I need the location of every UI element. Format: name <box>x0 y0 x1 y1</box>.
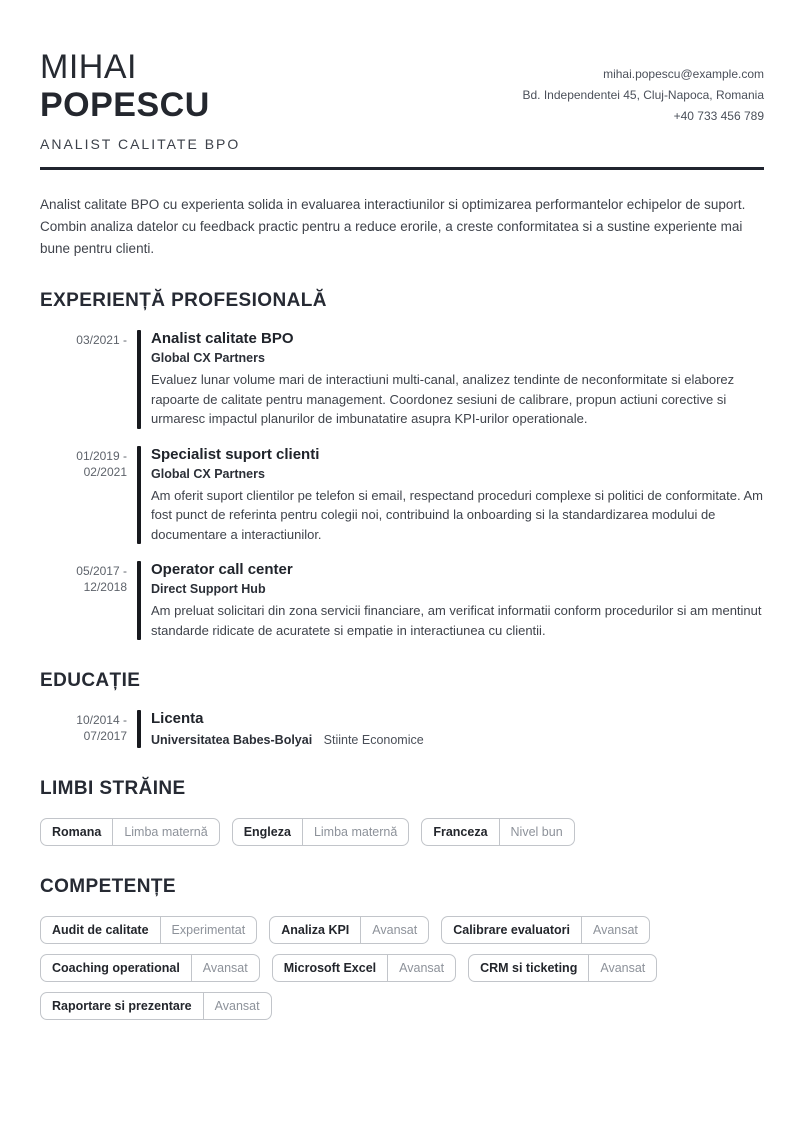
date-end: 02/2021 <box>83 464 127 479</box>
language-level: Limba maternă <box>124 825 208 840</box>
skill-pill <box>468 954 657 982</box>
skill-pill <box>441 916 650 944</box>
job-title: ANALIST CALITATE BPO <box>40 136 241 153</box>
experience-entry <box>40 561 764 640</box>
header <box>40 48 764 152</box>
skill-name: Microsoft Excel <box>273 955 388 981</box>
entry-company: Global CX Partners <box>151 466 265 481</box>
date-start: 10/2014 - <box>76 713 127 728</box>
skill-name: Audit de calitate <box>41 917 161 943</box>
skill-pill <box>40 916 257 944</box>
language-pill <box>40 818 220 846</box>
entry-company: Global CX Partners <box>151 351 265 366</box>
contact-email: mihai.popescu@example.com <box>603 67 764 81</box>
entry-body <box>151 561 764 640</box>
entry-description: Am oferit suport clientilor pe telefon si email, respectand proceduri complexe si politici de conformitate. Am fost punct de referinta pentru colegii noi, contribuind la onboarding si la standardizarea modului de documentare a interactiunilor. <box>151 487 764 542</box>
entry-body <box>151 330 764 429</box>
experience-entry <box>40 330 764 429</box>
date-start: 01/2019 - <box>76 448 127 463</box>
entry-role: Operator call center <box>151 561 293 579</box>
skill-pill <box>40 954 260 982</box>
education-entry <box>40 710 764 748</box>
language-level: Nivel bun <box>510 825 563 840</box>
language-name: Engleza <box>233 819 303 845</box>
skill-level: Avansat <box>214 999 260 1014</box>
contact-block <box>523 48 765 127</box>
section-title-skills: COMPETENȚE <box>40 876 176 898</box>
section-title-languages: LIMBI STRĂINE <box>40 778 186 800</box>
entry-body <box>151 710 764 748</box>
entry-dates <box>40 446 127 545</box>
entry-company: Direct Support Hub <box>151 582 266 597</box>
skill-name: Coaching operational <box>41 955 192 981</box>
language-level: Limba maternă <box>313 825 398 840</box>
contact-address: Bd. Independentei 45, Cluj-Napoca, Romania <box>522 88 764 102</box>
date-start: 03/2021 - <box>76 333 127 348</box>
timeline-bar <box>137 446 141 545</box>
skill-level: Avansat <box>399 961 445 976</box>
section-title-education: EDUCAȚIE <box>40 670 141 692</box>
entry-dates <box>40 710 127 748</box>
skill-pill <box>40 992 272 1020</box>
first-name: MIHAI <box>40 48 137 86</box>
skill-level: Avansat <box>202 961 248 976</box>
institution-name: Universitatea Babes-Bolyai <box>151 733 313 748</box>
summary-paragraph: Analist calitate BPO cu experienta solida in evaluarea interactiunilor si optimizarea performantelor echipelor de suport. Combin analiza datelor cu feedback practic pentru a reduce erorile, a creste conformitatea si a sustine experiente mai bune pentru clienti. <box>40 197 746 257</box>
date-start: 05/2017 - <box>76 564 127 579</box>
header-divider <box>40 167 764 170</box>
skill-level: Avansat <box>592 923 638 938</box>
skills-list <box>40 916 764 1020</box>
timeline-bar <box>137 330 141 429</box>
language-name: Romana <box>41 819 113 845</box>
entry-dates <box>40 561 127 640</box>
skill-level: Experimentat <box>171 923 246 938</box>
section-title-experience: EXPERIENȚĂ PROFESIONALĂ <box>40 290 327 312</box>
entry-body <box>151 446 764 545</box>
entry-description: Evaluez lunar volume mari de interactiuni multi-canal, analizez tendinte de neconformitate si elaborez rapoarte de calitate pentru management. Coordonez sesiuni de calibrare, propun actiuni corective si urmaresc impactul planurilor de imbunatatire asupra KPI-urilor operationale. <box>151 372 735 427</box>
entry-role: Analist calitate BPO <box>151 330 294 348</box>
date-end: 12/2018 <box>83 580 127 595</box>
date-end: 07/2017 <box>83 729 127 744</box>
skill-level: Avansat <box>600 961 646 976</box>
last-name: POPESCU <box>40 86 210 125</box>
skill-pill <box>272 954 456 982</box>
entry-description: Am preluat solicitari din zona servicii financiare, am verificat informatii conform procedurilor si am mentinut standarde ridicate de acuratete si empatie in interactiunea cu clientii. <box>151 603 762 638</box>
language-name: Franceza <box>422 819 499 845</box>
experience-entry <box>40 446 764 545</box>
study-field: Stiinte Economice <box>323 733 424 748</box>
skill-name: Raportare si prezentare <box>41 993 204 1019</box>
language-pill <box>421 818 574 846</box>
languages-list <box>40 818 764 846</box>
name-block <box>40 48 240 152</box>
entry-dates <box>40 330 127 429</box>
contact-phone: +40 733 456 789 <box>673 109 764 123</box>
skill-name: CRM si ticketing <box>469 955 589 981</box>
skill-name: Analiza KPI <box>270 917 361 943</box>
timeline-bar <box>137 561 141 640</box>
education-detail-line <box>151 732 764 748</box>
skill-level: Avansat <box>372 923 418 938</box>
entry-role: Specialist suport clienti <box>151 445 320 463</box>
skill-pill <box>269 916 429 944</box>
degree-title: Licenta <box>151 710 204 728</box>
skill-name: Calibrare evaluatori <box>442 917 582 943</box>
language-pill <box>232 818 410 846</box>
timeline-bar <box>137 710 141 748</box>
